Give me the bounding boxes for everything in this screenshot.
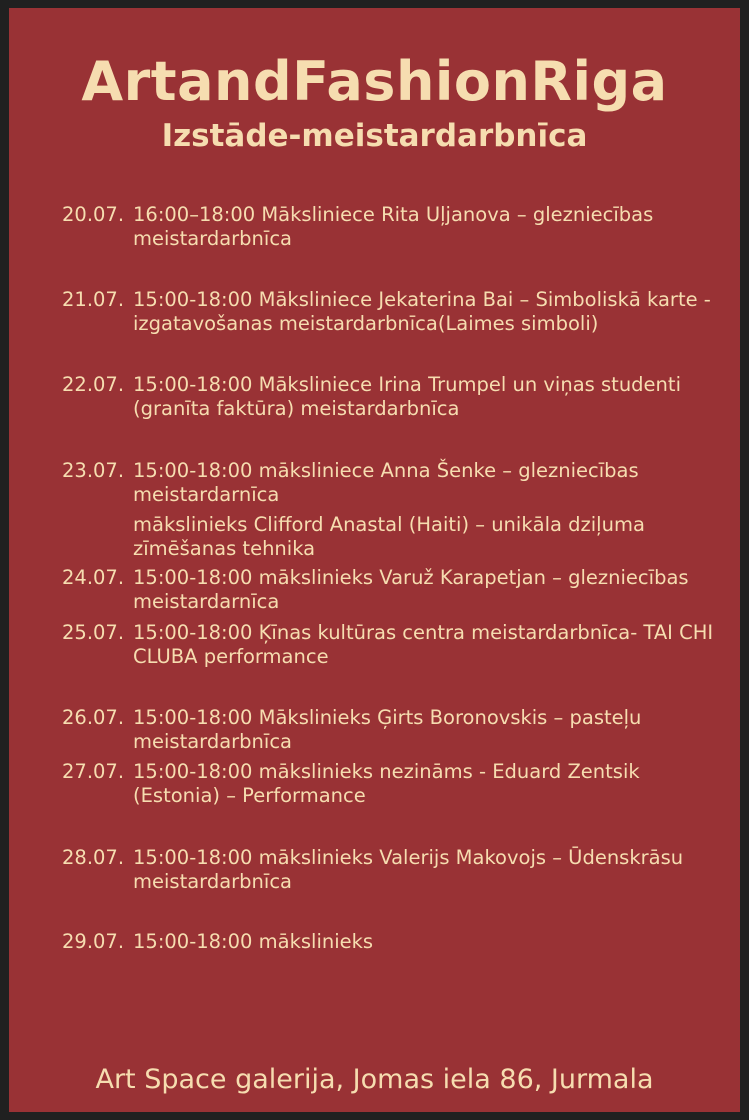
event-date: 27.07. (62, 760, 125, 783)
poster-title: ArtandFashionRiga (81, 50, 668, 113)
event-entry-25-07 (62, 621, 732, 669)
venue-address: Art Space galerija, Jomas iela 86, Jurmala (95, 1064, 654, 1095)
event-entry-28-07 (62, 846, 732, 894)
event-text: 15:00-18:00 mākslinieks Varuž Karapetjan – glezniecības meistardarnīca (133, 566, 689, 613)
poster-subtitle: Izstāde-meistardarbnīca (161, 118, 588, 154)
event-entry-21-07 (62, 288, 732, 336)
event-text: 15:00-18:00 mākslinieks Valerijs Makovojs – Ūdenskrāsu meistardarbnīca (133, 846, 684, 893)
event-text: 15:00-18:00 māksliniece Anna Šenke – glezniecības meistardarnīca (133, 459, 639, 506)
event-date: 21.07. (62, 288, 125, 311)
event-text: 16:00–18:00 Māksliniece Rita Uļjanova – glezniecības meistardarbnīca (133, 203, 654, 250)
event-date: 29.07. (62, 930, 125, 953)
event-text: 15:00-18:00 mākslinieks nezināms - Eduard Zentsik (Estonia) – Performance (133, 760, 640, 807)
poster (9, 8, 740, 1112)
event-date: 25.07. (62, 621, 125, 644)
event-date: 23.07. (62, 459, 125, 482)
event-text: 15:00-18:00 Ķīnas kultūras centra meistardarbnīca- TAI CHI CLUBA performance (133, 621, 714, 668)
event-text: 15:00-18:00 mākslinieks (133, 930, 374, 953)
event-date: 20.07. (62, 203, 125, 226)
event-text: 15:00-18:00 Māksliniece Jekaterina Bai – Simboliskā karte -izgatavošanas meistardarbnīca(Laimes simboli) (133, 288, 711, 335)
event-entry-27-07 (62, 760, 732, 808)
event-entry-22-07 (62, 373, 732, 421)
event-date: 22.07. (62, 373, 125, 396)
event-entry-23-07 (62, 459, 732, 507)
event-date: 26.07. (62, 706, 125, 729)
event-entry-24-07 (62, 566, 732, 614)
event-date: 28.07. (62, 846, 125, 869)
event-date: 24.07. (62, 566, 125, 589)
event-entry-26-07 (62, 706, 732, 754)
event-text: 15:00-18:00 Mākslinieks Ģirts Boronovskis – pasteļu meistardarbnīca (133, 706, 642, 753)
event-23-extra-artist: mākslinieks Clifford Anastal (Haiti) – unikāla dziļuma zīmēšanas tehnika (133, 513, 645, 560)
event-text: 15:00-18:00 Māksliniece Irina Trumpel un viņas studenti (granīta faktūra) meistardarbnīca (133, 373, 681, 420)
event-entry-20-07 (62, 203, 732, 251)
event-entry-29-07 (62, 930, 732, 954)
